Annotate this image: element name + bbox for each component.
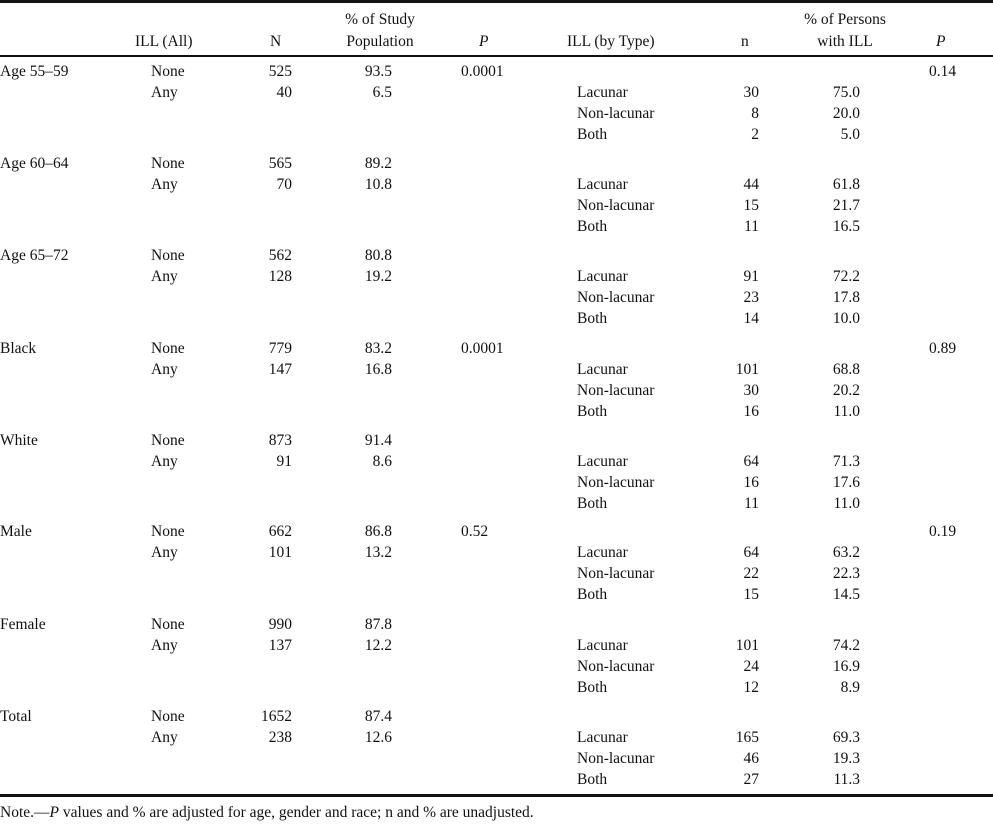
ill-type-n: 44 bbox=[743, 176, 759, 193]
header-pct-persons-line2: with ILL bbox=[817, 33, 873, 50]
ill-type-label: Both bbox=[577, 495, 608, 512]
ill-all-label: Any bbox=[151, 453, 178, 470]
ill-type-label: Lacunar bbox=[577, 729, 628, 746]
ill-type-pct: 69.3 bbox=[832, 729, 860, 746]
group-name: Female bbox=[0, 616, 46, 633]
ill-all-pct: 83.2 bbox=[364, 340, 392, 357]
ill-type-pct: 11.0 bbox=[833, 495, 860, 512]
ill-type-label: Lacunar bbox=[577, 268, 628, 285]
ill-type-label: Both bbox=[577, 586, 608, 603]
header-pct-study-line1: % of Study bbox=[345, 11, 415, 28]
ill-type-label: Non-lacunar bbox=[577, 197, 655, 214]
ill-type-pct: 10.0 bbox=[832, 310, 860, 327]
ill-all-pct: 87.8 bbox=[364, 616, 392, 633]
ill-type-n: 165 bbox=[735, 729, 759, 746]
p-value: 0.52 bbox=[461, 523, 489, 540]
ill-type-label: Lacunar bbox=[577, 544, 628, 561]
ill-type-n: 24 bbox=[743, 658, 759, 675]
group-name: White bbox=[0, 432, 38, 449]
ill-type-label: Non-lacunar bbox=[577, 750, 655, 767]
ill-all-label: None bbox=[151, 247, 185, 264]
ill-all-label: None bbox=[151, 523, 185, 540]
note-text: values and % are adjusted for age, gender and race; n and % are unadjusted. bbox=[58, 804, 534, 821]
p-value-type: 0.19 bbox=[929, 523, 957, 540]
ill-all-pct: 8.6 bbox=[372, 453, 392, 470]
ill-type-label: Lacunar bbox=[577, 176, 628, 193]
ill-type-pct: 71.3 bbox=[832, 453, 860, 470]
ill-all-N: 101 bbox=[268, 544, 292, 561]
ill-type-n: 8 bbox=[751, 105, 759, 122]
ill-all-N: 662 bbox=[268, 523, 292, 540]
ill-all-label: Any bbox=[151, 176, 178, 193]
ill-all-label: None bbox=[151, 340, 185, 357]
ill-type-label: Lacunar bbox=[577, 453, 628, 470]
ill-type-n: 16 bbox=[743, 474, 759, 491]
ill-all-N: 147 bbox=[268, 361, 292, 378]
ill-all-label: None bbox=[151, 155, 185, 172]
header-p: P bbox=[479, 33, 489, 50]
p-value: 0.0001 bbox=[461, 340, 504, 357]
ill-all-pct: 6.5 bbox=[372, 84, 392, 101]
ill-all-label: Any bbox=[151, 268, 178, 285]
ill-all-label: None bbox=[151, 708, 185, 725]
ill-type-n: 11 bbox=[744, 495, 759, 512]
ill-type-label: Both bbox=[577, 679, 608, 696]
ill-type-pct: 20.2 bbox=[832, 382, 860, 399]
ill-type-n: 30 bbox=[743, 382, 759, 399]
ill-type-pct: 74.2 bbox=[832, 637, 860, 654]
ill-all-pct: 10.8 bbox=[364, 176, 392, 193]
ill-all-N: 40 bbox=[276, 84, 292, 101]
p-value: 0.0001 bbox=[461, 63, 504, 80]
ill-type-pct: 8.9 bbox=[840, 679, 860, 696]
ill-type-pct: 11.3 bbox=[833, 771, 860, 788]
ill-type-n: 15 bbox=[743, 586, 759, 603]
ill-type-pct: 72.2 bbox=[832, 268, 860, 285]
ill-all-label: None bbox=[151, 432, 185, 449]
ill-type-label: Lacunar bbox=[577, 361, 628, 378]
ill-type-label: Non-lacunar bbox=[577, 105, 655, 122]
ill-type-label: Non-lacunar bbox=[577, 474, 655, 491]
ill-all-N: 779 bbox=[268, 340, 292, 357]
ill-type-n: 22 bbox=[743, 565, 759, 582]
ill-type-n: 101 bbox=[735, 361, 759, 378]
ill-type-label: Both bbox=[577, 218, 608, 235]
ill-type-label: Both bbox=[577, 403, 608, 420]
ill-type-label: Both bbox=[577, 126, 608, 143]
ill-type-label: Non-lacunar bbox=[577, 565, 655, 582]
ill-all-pct: 89.2 bbox=[364, 155, 392, 172]
ill-all-N: 238 bbox=[268, 729, 292, 746]
ill-type-label: Both bbox=[577, 771, 608, 788]
header-rule bbox=[0, 55, 993, 57]
ill-type-pct: 17.8 bbox=[832, 289, 860, 306]
header-ill-all: ILL (All) bbox=[135, 33, 193, 50]
ill-all-pct: 16.8 bbox=[364, 361, 392, 378]
ill-all-pct: 86.8 bbox=[364, 523, 392, 540]
ill-type-label: Both bbox=[577, 310, 608, 327]
header-n: n bbox=[741, 33, 749, 50]
ill-type-n: 64 bbox=[743, 453, 759, 470]
ill-all-label: None bbox=[151, 63, 185, 80]
ill-all-pct: 12.6 bbox=[364, 729, 392, 746]
header-pct-persons-line1: % of Persons bbox=[804, 11, 886, 28]
note-p: P bbox=[49, 804, 59, 821]
ill-type-pct: 17.6 bbox=[832, 474, 860, 491]
ill-all-pct: 19.2 bbox=[364, 268, 392, 285]
p-value-type: 0.14 bbox=[929, 63, 957, 80]
ill-type-n: 11 bbox=[744, 218, 759, 235]
ill-type-n: 12 bbox=[743, 679, 759, 696]
ill-all-label: Any bbox=[151, 544, 178, 561]
ill-all-N: 562 bbox=[268, 247, 292, 264]
note-prefix: Note.— bbox=[0, 804, 50, 821]
ill-type-pct: 14.5 bbox=[832, 586, 860, 603]
header-N: N bbox=[270, 33, 282, 50]
ill-all-N: 990 bbox=[268, 616, 292, 633]
ill-type-label: Lacunar bbox=[577, 84, 628, 101]
ill-type-n: 23 bbox=[743, 289, 759, 306]
group-name: Age 55–59 bbox=[0, 63, 69, 80]
ill-all-label: Any bbox=[151, 637, 178, 654]
ill-all-pct: 93.5 bbox=[364, 63, 392, 80]
ill-all-pct: 87.4 bbox=[364, 708, 392, 725]
ill-type-n: 101 bbox=[735, 637, 759, 654]
ill-all-N: 873 bbox=[268, 432, 292, 449]
group-name: Age 65–72 bbox=[0, 247, 69, 264]
ill-type-label: Non-lacunar bbox=[577, 382, 655, 399]
ill-type-pct: 16.5 bbox=[832, 218, 860, 235]
ill-type-pct: 11.0 bbox=[833, 403, 860, 420]
top-rule bbox=[0, 0, 993, 3]
ill-all-label: Any bbox=[151, 729, 178, 746]
ill-type-n: 64 bbox=[743, 544, 759, 561]
table-note bbox=[0, 803, 534, 823]
ill-type-n: 2 bbox=[751, 126, 759, 143]
ill-all-N: 565 bbox=[268, 155, 292, 172]
ill-type-n: 91 bbox=[743, 268, 759, 285]
ill-all-label: Any bbox=[151, 361, 178, 378]
ill-all-N: 1652 bbox=[261, 708, 292, 725]
ill-type-n: 16 bbox=[743, 403, 759, 420]
ill-type-n: 30 bbox=[743, 84, 759, 101]
header-pct-study-line2: Population bbox=[346, 33, 414, 50]
ill-type-n: 46 bbox=[743, 750, 759, 767]
ill-all-N: 137 bbox=[268, 637, 292, 654]
header-p2: P bbox=[936, 33, 946, 50]
ill-all-pct: 12.2 bbox=[364, 637, 392, 654]
ill-type-pct: 63.2 bbox=[832, 544, 860, 561]
ill-type-pct: 61.8 bbox=[832, 176, 860, 193]
ill-all-label: None bbox=[151, 616, 185, 633]
group-name: Male bbox=[0, 523, 32, 540]
ill-type-pct: 19.3 bbox=[832, 750, 860, 767]
ill-all-pct: 91.4 bbox=[364, 432, 392, 449]
ill-type-n: 14 bbox=[743, 310, 759, 327]
header-ill-type: ILL (by Type) bbox=[567, 33, 655, 50]
ill-type-n: 15 bbox=[743, 197, 759, 214]
ill-type-pct: 75.0 bbox=[832, 84, 860, 101]
group-name: Black bbox=[0, 340, 37, 357]
ill-type-pct: 22.3 bbox=[832, 565, 860, 582]
ill-all-pct: 80.8 bbox=[364, 247, 392, 264]
ill-type-label: Non-lacunar bbox=[577, 289, 655, 306]
p-value-type: 0.89 bbox=[929, 340, 957, 357]
bottom-rule bbox=[0, 794, 993, 797]
ill-all-N: 128 bbox=[268, 268, 292, 285]
ill-all-label: Any bbox=[151, 84, 178, 101]
group-name: Age 60–64 bbox=[0, 155, 69, 172]
ill-type-pct: 5.0 bbox=[840, 126, 860, 143]
ill-type-pct: 16.9 bbox=[832, 658, 860, 675]
ill-all-N: 525 bbox=[268, 63, 292, 80]
ill-type-label: Non-lacunar bbox=[577, 658, 655, 675]
group-name: Total bbox=[0, 708, 32, 725]
ill-all-N: 91 bbox=[276, 453, 292, 470]
ill-type-pct: 20.0 bbox=[832, 105, 860, 122]
ill-all-N: 70 bbox=[276, 176, 292, 193]
ill-type-pct: 21.7 bbox=[832, 197, 860, 214]
ill-all-pct: 13.2 bbox=[364, 544, 392, 561]
ill-type-n: 27 bbox=[743, 771, 759, 788]
ill-type-label: Lacunar bbox=[577, 637, 628, 654]
ill-type-pct: 68.8 bbox=[832, 361, 860, 378]
